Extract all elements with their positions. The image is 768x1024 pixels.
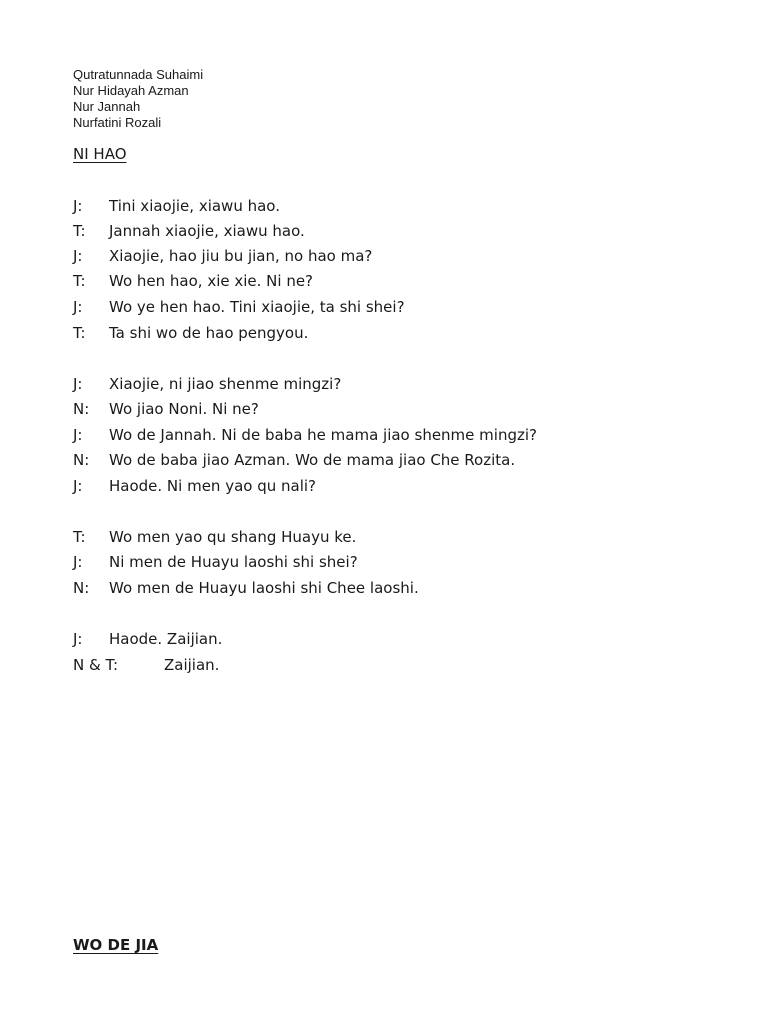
dialogue-line (73, 324, 673, 342)
speaker-label: N: (73, 579, 90, 597)
dialogue-text: Xiaojie, ni jiao shenme mingzi? (109, 375, 342, 393)
dialogue-line (73, 272, 673, 290)
dialogue-text: Xiaojie, hao jiu bu jian, no hao ma? (109, 247, 373, 265)
dialogue-line (73, 656, 673, 674)
dialogue-text: Haode. Zaijian. (109, 630, 223, 648)
dialogue-text: Wo jiao Noni. Ni ne? (109, 400, 259, 418)
dialogue-text: Tini xiaojie, xiawu hao. (109, 197, 280, 215)
dialogue-line (73, 579, 673, 597)
dialogue-line (73, 451, 673, 469)
speaker-label: J: (73, 426, 83, 444)
dialogue-text: Wo de Jannah. Ni de baba he mama jiao shenme mingzi? (109, 426, 537, 444)
speaker-label: N: (73, 400, 90, 418)
speaker-label: T: (73, 222, 86, 240)
dialogue-text: Ni men de Huayu laoshi shi shei? (109, 553, 358, 571)
dialogue-line (73, 247, 673, 265)
dialogue-line (73, 426, 673, 444)
dialogue-text: Wo de baba jiao Azman. Wo de mama jiao Che Rozita. (109, 451, 516, 469)
dialogue-text: Wo men de Huayu laoshi shi Chee laoshi. (109, 579, 419, 597)
author-list (73, 67, 203, 131)
dialogue-text: Wo hen hao, xie xie. Ni ne? (109, 272, 314, 290)
author-name: Nurfatini Rozali (73, 115, 162, 130)
dialogue-line (73, 630, 673, 648)
dialogue-text: Ta shi wo de hao pengyou. (109, 324, 309, 342)
speaker-label: T: (73, 272, 86, 290)
speaker-label: T: (73, 324, 86, 342)
dialogue-line (73, 197, 673, 215)
dialogue-text: Wo men yao qu shang Huayu ke. (109, 528, 357, 546)
dialogue-text: Wo ye hen hao. Tini xiaojie, ta shi shei? (109, 298, 405, 316)
speaker-label: T: (73, 528, 86, 546)
dialogue-line (73, 553, 673, 571)
speaker-label: N & T: (73, 656, 119, 674)
dialogue-line (73, 400, 673, 418)
dialogue-line (73, 528, 673, 546)
speaker-label: J: (73, 553, 83, 571)
section-title-ni-hao: NI HAO (73, 145, 127, 163)
dialogue-text: Jannah xiaojie, xiawu hao. (109, 222, 305, 240)
speaker-label: J: (73, 247, 83, 265)
author-name: Nur Jannah (73, 99, 141, 114)
dialogue-line (73, 477, 673, 495)
speaker-label: J: (73, 375, 83, 393)
author-name: Qutratunnada Suhaimi (73, 67, 204, 82)
speaker-label: J: (73, 197, 83, 215)
dialogue-text: Haode. Ni men yao qu nali? (109, 477, 317, 495)
section-title-wo-de-jia: WO DE JIA (73, 936, 159, 954)
speaker-label: J: (73, 630, 83, 648)
dialogue-line (73, 222, 673, 240)
dialogue-line (73, 298, 673, 316)
speaker-label: J: (73, 298, 83, 316)
author-name: Nur Hidayah Azman (73, 83, 189, 98)
speaker-label: J: (73, 477, 83, 495)
dialogue-line (73, 375, 673, 393)
dialogue-text: Zaijian. (164, 656, 220, 674)
speaker-label: N: (73, 451, 90, 469)
